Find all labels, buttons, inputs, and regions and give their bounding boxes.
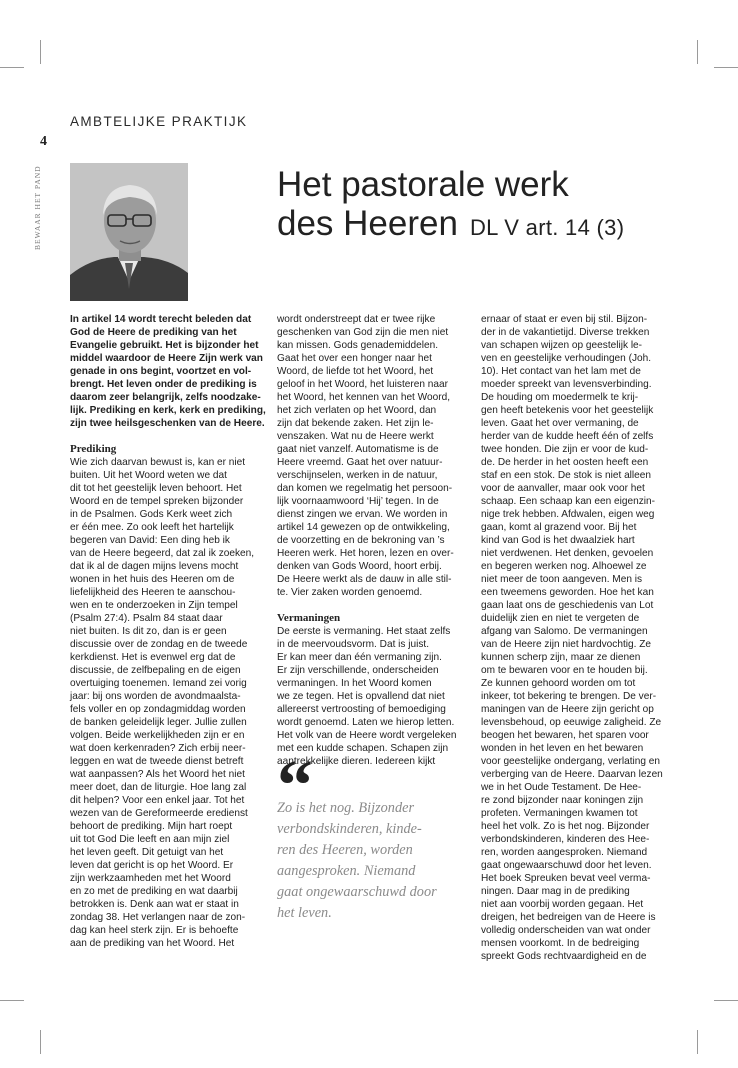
text-line: gen heeft betekenis voor het geestelijk <box>481 405 654 416</box>
text-line: verbondskinderen, kinde- <box>277 821 422 837</box>
column-2 <box>277 313 475 768</box>
text-line: kerkdienst. Het is evenwel erg dat de <box>70 652 236 663</box>
text-line: behoort de prediking. Mijn hart roept <box>70 821 233 832</box>
crop-mark <box>40 1030 41 1054</box>
text-line: overtuiging toenemen. Iemand zei vorig <box>70 678 247 689</box>
text-line: vermaningen. In het Woord komen <box>277 678 432 689</box>
text-line: der in de vakantietijd. Diverse trekken <box>481 327 650 338</box>
text-line: volgen. Beide werkelijkheden zijn er en <box>70 730 245 741</box>
text-line: het Woord, het kennen van het Woord, <box>277 392 451 403</box>
text-line: het zich verlaten op het Woord, dan <box>277 405 437 416</box>
text-line: wonen in het huis des Heeren om de <box>70 574 235 585</box>
text-line: Wie zich daarvan bewust is, kan er niet <box>70 457 246 468</box>
text-line: twee honden. Die zijn er voor de kud- <box>481 444 649 455</box>
text-line: wonden in het leven en het bewaren <box>481 743 644 754</box>
text-line: daarom zeer belangrijk, zelfs noodzake- <box>70 392 261 403</box>
body-text <box>481 313 671 963</box>
text-line: Het volk van de Heere wordt vergeleken <box>277 730 457 741</box>
page-number: 4 <box>40 134 47 149</box>
text-line: maningen van de Heere zijn gericht op <box>481 704 654 715</box>
text-line: (Psalm 27:4). Psalm 84 staat daar <box>70 613 223 624</box>
text-line: afgang van Salomo. De vermaningen <box>481 626 648 637</box>
text-line: dienst zingen we ervan. We worden in <box>277 509 448 520</box>
text-line: zijn twee heilsgeschenken van de Heere. <box>70 418 265 429</box>
article-title <box>277 165 717 247</box>
text-line: middel waardoor de Heere Zijn werk van <box>70 353 263 364</box>
quote-mark-icon: “ <box>277 745 309 825</box>
text-line: Zo is het nog. Bijzonder <box>277 800 415 816</box>
text-line: Er zijn verschillende, onderscheiden <box>277 665 439 676</box>
text-line: we ze tegen. Het is opvallend dat niet <box>277 691 445 702</box>
section-heading-prediking: Prediking <box>70 443 117 455</box>
text-line: niet buiten. Is dit zo, dan is er geen <box>70 626 227 637</box>
text-line: herder van de kudde heeft één of zelfs <box>481 431 654 442</box>
crop-mark <box>697 40 698 64</box>
text-line: Evangelie gebruikt. Het is bijzonder het <box>70 340 259 351</box>
text-line: Ze kunnen gehoord worden om tot <box>481 678 636 689</box>
text-line: wen en te onderzoeken in Zijn tempel <box>70 600 238 611</box>
text-line: leven. Gaat het over vermaning, de <box>481 418 639 429</box>
text-line: zijn dat bekende zaken. Het zijn le- <box>277 418 434 429</box>
running-title: BEWAAR HET PAND <box>33 165 42 250</box>
text-line: geloof in het Woord, het luisteren naar <box>277 379 448 390</box>
text-line: De eerste is vermaning. Het staat zelfs <box>277 626 451 637</box>
text-line: aangesproken. Niemand <box>277 863 416 879</box>
text-line: er één mee. Zo ook leeft het hartelijk <box>70 522 234 533</box>
text-line: leggen en wat de tweede dienst betreft <box>70 756 244 767</box>
text-line: volledig onderscheiden van wat onder <box>481 925 651 936</box>
text-line: dreigen, het bedreigen van de Heere is <box>481 912 656 923</box>
text-line: Gaat het over een honger naar het <box>277 353 432 364</box>
text-line: 10). Het contact van het lam met de <box>481 366 641 377</box>
text-line: gaan, komt al grazend voor. Bij het <box>481 522 637 533</box>
text-line: leven dat gericht is op het Woord. Er <box>70 860 234 871</box>
intro-paragraph <box>70 313 266 430</box>
text-line: De houding om moedermelk te krij- <box>481 392 639 403</box>
text-line: kind van God is het dwaalziek hart <box>481 535 635 546</box>
text-line: dit tot het geestelijk leven behoort. Het <box>70 483 242 494</box>
body-text <box>277 313 475 599</box>
text-line: Er kan meer dan één vermaning zijn. <box>277 652 442 663</box>
text-line: van schapen wijzen op geestelijk le- <box>481 340 643 351</box>
text-line: levensbehoud, op eeuwige zaligheid. Ze <box>481 717 662 728</box>
text-line: dag kan heel sterk zijn. Er is behoefte <box>70 925 239 936</box>
text-line: en begeren werken nog. Alhoewel ze <box>481 561 647 572</box>
crop-mark <box>714 1000 738 1001</box>
text-line: verschijnselen, werken in de natuur, <box>277 470 438 481</box>
crop-mark <box>0 1000 24 1001</box>
text-line: De Heere werkt als de dauw in alle stil- <box>277 574 452 585</box>
text-line: fels voller en op zondagmiddag worden <box>70 704 246 715</box>
column-1 <box>70 313 266 950</box>
text-line: wat doen kerkenraden? Zich erbij neer- <box>70 743 246 754</box>
article-title-line1: Het pastorale werk <box>277 165 569 205</box>
text-line: heel het volk. Zo is het nog. Bijzonder <box>481 821 650 832</box>
text-line: niet verdwenen. Het denken, gevoelen <box>481 548 654 559</box>
text-line: met een kudde schapen. Schapen zijn <box>277 743 449 754</box>
author-photo <box>70 163 188 301</box>
text-line: Woord, de liefde tot het Woord, het <box>277 366 434 377</box>
text-line: lijk voornaamwoord ‘Hij’ tegen. In de <box>277 496 439 507</box>
text-line: voor de aanvaller, maar ook voor het <box>481 483 645 494</box>
text-line: ven en geestelijke verhoudingen (Joh. <box>481 353 652 364</box>
text-line: niet meer de toon aangeven. Men is <box>481 574 643 585</box>
text-line: wordt genoemd. Laten we hierop letten. <box>277 717 455 728</box>
text-line: God de Heere de prediking van het <box>70 327 237 338</box>
text-line: dit helpen? Voor een enkel jaar. Tot het <box>70 795 245 806</box>
text-line: de. De herder in het oosten heeft een <box>481 457 649 468</box>
section-kicker: AMBTELIJKE PRAKTIJK <box>70 114 248 129</box>
text-line: nige trek hebben. Afdwalen, eigen weg <box>481 509 655 520</box>
pull-quote-text <box>277 798 477 924</box>
text-line: zondag 38. Het verlangen naar de zon- <box>70 912 246 923</box>
text-line: ren des Heeren, worden <box>277 842 413 858</box>
text-line: verbondskinderen, kinderen des Hee- <box>481 834 650 845</box>
text-line: moeder spreekt van levensverbinding. <box>481 379 652 390</box>
text-line: schaap. Een schaap kan een eigenzin- <box>481 496 655 507</box>
text-line: Heere vreemd. Gaat het over natuur- <box>277 457 443 468</box>
text-line: inkeer, tot bekering te brengen. De ver- <box>481 691 657 702</box>
text-line: dan komen we regelmatig het persoon- <box>277 483 453 494</box>
text-line: het leven geeft. Dit getuigt van het <box>70 847 224 858</box>
text-line: niet aan voorbij worden gegaan. Het <box>481 899 644 910</box>
text-line: de voorzetting en de bekroning van ’s <box>277 535 445 546</box>
text-line: venszaken. Wat nu de Heere werkt <box>277 431 434 442</box>
text-line: artikel 14 gewezen op de ontwikkeling, <box>277 522 450 533</box>
article-subtitle: DL V art. 14 (3) <box>469 215 625 241</box>
text-line: aan de prediking van het Woord. Het <box>70 938 235 949</box>
text-line: Heeren werk. Het horen, lezen en over- <box>277 548 454 559</box>
text-line: de banken geleidelijk leger. Jullie zullen <box>70 717 247 728</box>
text-line: betrokken is. Denk aan wat er staat in <box>70 899 239 910</box>
text-line: jaar: bij ons worden de avondmaalsta- <box>70 691 241 702</box>
text-line: gaat ongewaarschuwd door het leven. <box>481 860 652 871</box>
text-line: beogen het bewaren, het sparen voor <box>481 730 649 741</box>
text-line: een tweemens geworden. Hoe het kan <box>481 587 654 598</box>
text-line: geschenken van God zijn die men niet <box>277 327 449 338</box>
crop-mark <box>714 67 738 68</box>
crop-mark <box>0 67 24 68</box>
text-line: in de Psalmen. Gods Kerk weet zich <box>70 509 233 520</box>
text-line: gaat ongewaarschuwd door <box>277 884 437 900</box>
text-line: profeten. Vermaningen kwamen tot <box>481 808 638 819</box>
column-3 <box>481 313 671 963</box>
text-line: ningen. Daar mag in de prediking <box>481 886 630 897</box>
text-line: verberging van de Heere. Daarvan lezen <box>481 769 663 780</box>
text-line: aantrekkelijke dieren. Iedereen kijkt <box>277 756 436 767</box>
text-line: lijk. Prediking en kerk, kerk en prediking, <box>70 405 266 416</box>
text-line: discussie over de zondag en de tweede <box>70 639 248 650</box>
text-line: en zo met de prediking en wat daarbij <box>70 886 238 897</box>
text-line: duidelijk zien en niet te vergeten de <box>481 613 640 624</box>
text-line: uit tot God Die leeft en aan mijn ziel <box>70 834 230 845</box>
text-line: te. Vier zaken worden genoemd. <box>277 587 423 598</box>
text-line: dat ik al de dagen mijns levens mocht <box>70 561 239 572</box>
section-heading-vermaningen: Vermaningen <box>277 612 341 624</box>
text-line: meer doet, dan de liturgie. Hoe lang zal <box>70 782 247 793</box>
text-line: re zond bijzonder naar koningen zijn <box>481 795 644 806</box>
text-line: discussie, de zelfbepaling en de eigen <box>70 665 241 676</box>
text-line: ernaar of staat er even bij stil. Bijzon- <box>481 314 648 325</box>
text-line: gaat niet vanzelf. Automatisme is de <box>277 444 439 455</box>
body-text <box>70 456 266 950</box>
crop-mark <box>697 1030 698 1054</box>
text-line: Woord en de tempel spreken bijzonder <box>70 496 244 507</box>
text-line: spreekt Gods rechtvaardigheid en de <box>481 951 647 962</box>
text-line: wordt onderstreept dat er twee rijke <box>277 314 436 325</box>
text-line: kunnen scherp zijn, maar ze dienen <box>481 652 641 663</box>
text-line: wezen van de Gereformeerde eredienst <box>70 808 248 819</box>
text-line: gaan laat ons de geschiedenis van Lot <box>481 600 654 611</box>
text-line: mensen voorkomt. In de bedreiging <box>481 938 640 949</box>
text-line: het leven. <box>277 905 332 921</box>
text-line: voor geestelijke ondergang, verlating en <box>481 756 661 767</box>
text-line: liefelijkheid des Heeren te aanschou- <box>70 587 236 598</box>
text-line: ren, worden aangesproken. Niemand <box>481 847 648 858</box>
text-line: van de Heere begeerd, dat zal ik zoeken, <box>70 548 255 559</box>
text-line: we in het Oude Testament. De Hee- <box>481 782 642 793</box>
crop-mark <box>40 40 41 64</box>
text-line: wat aanpassen? Als het Woord het niet <box>70 769 245 780</box>
text-line: om te bewaren voor en te houden bij. <box>481 665 648 676</box>
text-line: buiten. Uit het Woord weten we dat <box>70 470 227 481</box>
text-line: genade in ons begint, voortzet en vol- <box>70 366 252 377</box>
text-line: brengt. Het leven onder de prediking is <box>70 379 257 390</box>
text-line: allereerst vertroosting of bemoediging <box>277 704 446 715</box>
text-line: Het boek Spreuken bevat veel verma- <box>481 873 651 884</box>
text-line: begeren van David: Een ding heb ik <box>70 535 230 546</box>
text-line: in de meervoudsvorm. Dat is juist. <box>277 639 430 650</box>
text-line: In artikel 14 wordt terecht beleden dat <box>70 314 252 325</box>
text-line: staf en een stok. De stok is niet alleen <box>481 470 652 481</box>
article-title-line2: des Heeren <box>277 204 458 244</box>
text-line: zijn werkzaamheden met het Woord <box>70 873 231 884</box>
portrait-image <box>70 163 188 301</box>
text-line: van de Heere zijn niet hardvochtig. Ze <box>481 639 652 650</box>
text-line: denken van Gods Woord, hoort erbij. <box>277 561 442 572</box>
text-line: kan missen. Gods genademiddelen. <box>277 340 439 351</box>
